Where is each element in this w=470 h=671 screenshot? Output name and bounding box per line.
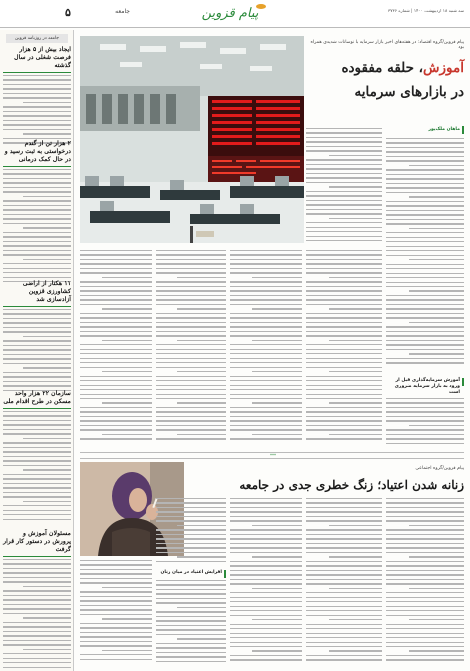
lead-subhead: آموزش سرمایه‌گذاری قبل از ورود به بازار سرمایه ضروری است xyxy=(394,378,460,395)
second-body-col-2 xyxy=(306,498,382,666)
sidebar-item xyxy=(3,280,71,397)
headline-rest: ، حلقه مفقوده xyxy=(341,60,424,76)
sidebar-item xyxy=(3,530,71,671)
divider xyxy=(3,556,71,557)
sidebar-item xyxy=(3,46,71,147)
second-headline: زنانه شدن اعتیاد؛ زنگ خطری جدی در جامعه xyxy=(239,478,464,492)
sidebar-item-title: ایجاد بیش از ۵ هزار فرصت شغلی در سال گذشته xyxy=(14,46,71,69)
lead-kicker: پیام قزوین/گروه اقتصاد: در هفته‌های اخیر بازار سرمایه با نوسانات شدیدی همراه بود xyxy=(310,40,464,50)
lead-author: ماهان ملک‌پور xyxy=(428,127,460,132)
headline-accent: آموزش xyxy=(423,60,464,76)
author-marker xyxy=(462,126,464,134)
divider xyxy=(3,306,71,307)
lead-body-col-4 xyxy=(230,250,302,446)
news-sidebar xyxy=(0,30,74,671)
sidebar-tag: جامعه در روزنامه قزوین xyxy=(6,34,68,43)
sidebar-item-body xyxy=(3,559,71,671)
sidebar-item-title: مسئولان آموزش و پرورش در دستور کار قرار گرفت xyxy=(3,530,71,553)
stock-exchange-photo xyxy=(80,36,304,243)
newspaper-logo: پیام قزوین xyxy=(201,6,259,21)
sidebar-item xyxy=(3,390,71,529)
subhead-marker xyxy=(462,378,464,386)
divider xyxy=(3,166,71,167)
separator-ornament: *** xyxy=(270,453,276,458)
divider xyxy=(3,72,71,73)
subhead-marker xyxy=(224,570,226,578)
second-body-col-4b xyxy=(156,580,226,666)
second-body-col-3 xyxy=(230,498,302,666)
second-kicker: پیام قزوین/گروه اجتماعی xyxy=(415,466,464,471)
sidebar-item-body xyxy=(3,309,71,397)
lead-body-col-1b xyxy=(386,398,464,448)
second-subhead: افزایش اعتیاد در میان زنان xyxy=(160,570,222,575)
sidebar-item-title: ۲ هزار تن از گندم درخواستی به ثبت رسید و در حال کمک درمانی xyxy=(4,140,71,163)
lead-body-col-2 xyxy=(306,128,382,248)
page-number: ۵ xyxy=(65,6,71,19)
lead-body-col-3 xyxy=(306,250,382,446)
sidebar-item-body xyxy=(3,75,71,147)
second-body-col-1 xyxy=(386,498,464,666)
sidebar-item xyxy=(3,140,71,289)
issue-meta: سه شنبه ۱۸ اردیبهشت ۱۴۰۰ | شماره ۳۷۳۶ xyxy=(388,8,464,13)
lead-body-col-6 xyxy=(80,250,152,446)
sidebar-item-body xyxy=(3,411,71,529)
section-label: جامعه xyxy=(115,8,130,15)
second-body-col-5 xyxy=(80,560,152,666)
lead-headline-line2: در بازارهای سرمایه xyxy=(354,84,464,100)
page-header xyxy=(0,0,470,28)
sidebar-item-body xyxy=(3,169,71,289)
sidebar-item-title: ۱۱ هکتار از اراضی کشاورزی قزوین آزادسازی شد xyxy=(22,280,71,303)
lead-body-col-1 xyxy=(386,138,464,374)
second-body-col-4a xyxy=(156,498,226,568)
divider xyxy=(3,408,71,409)
lead-headline xyxy=(306,60,464,77)
lead-body-col-5 xyxy=(156,250,226,446)
stock-exchange-illustration xyxy=(80,36,304,243)
sidebar-item-title: سازمان ۲۲ هزار واحد مسکن در طرح اقدام ملی xyxy=(3,390,71,405)
